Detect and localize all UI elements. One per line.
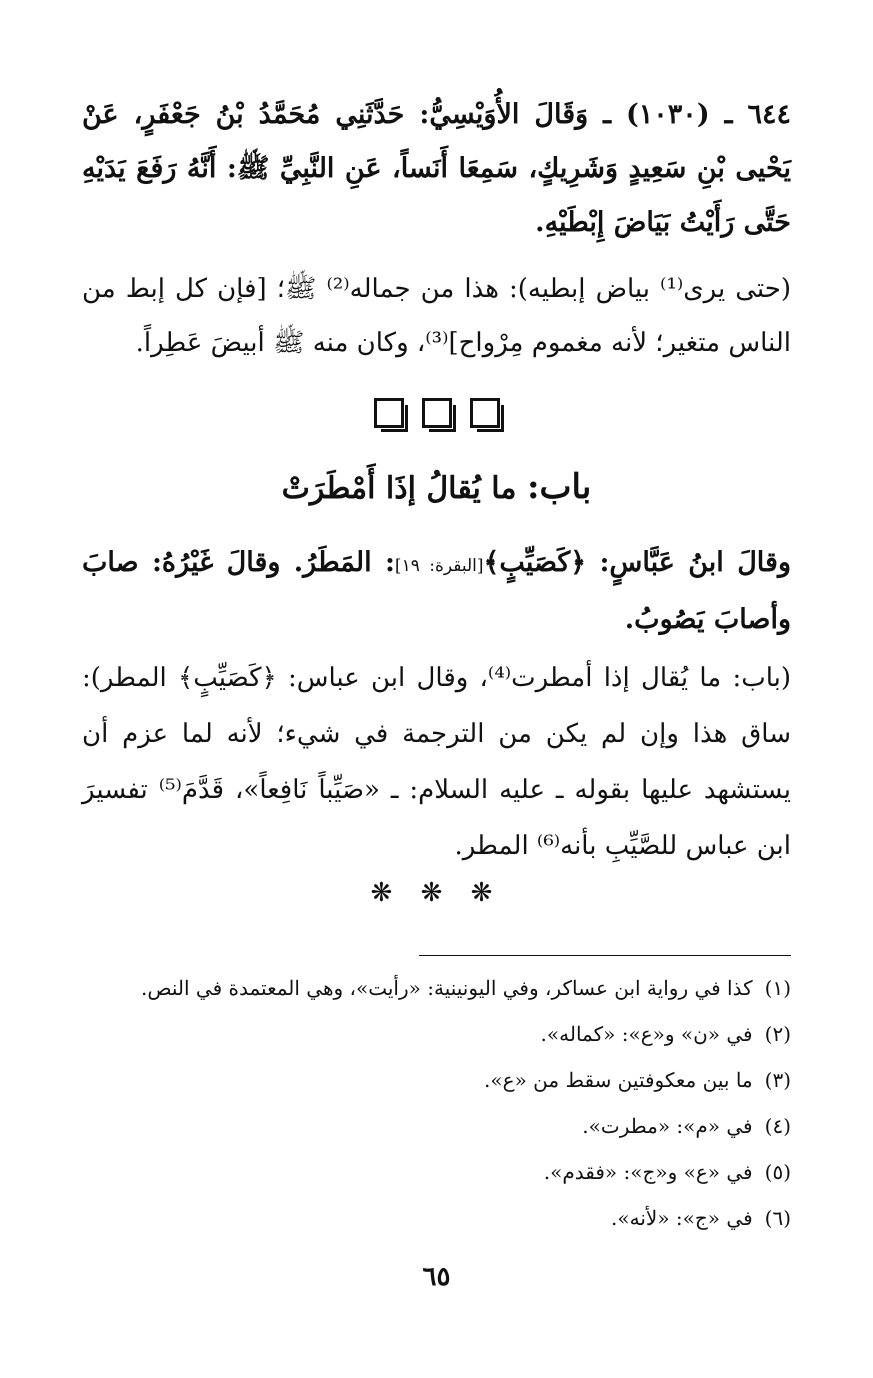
separator-box-icon — [374, 398, 404, 428]
footnote-text: في «ج»: «لأنه». — [611, 1206, 753, 1230]
footnote-item — [82, 1195, 791, 1241]
ibn-abbas-part-1: وقالَ ابنُ عَبَّاسٍ: ﴿كَصَيِّبٍ﴾ — [483, 547, 791, 578]
footnote-text: في «ن» و«ع»: «كماله». — [540, 1022, 753, 1046]
footnote-number: (٦) — [764, 1206, 791, 1230]
ibn-abbas-part-2: : المَطَرُ. وقالَ غَيْرُهُ: صابَ وأصابَ يَصُوبُ. — [82, 547, 791, 635]
section-separator — [0, 398, 873, 428]
separator-box-icon — [470, 398, 500, 428]
footnote-item — [82, 1103, 791, 1149]
footnote-number: (٣) — [764, 1068, 791, 1092]
footnotes-list — [82, 965, 791, 1241]
separator-box-icon — [422, 398, 452, 428]
footnote-item — [82, 1149, 791, 1195]
ibn-abbas-paragraph — [82, 536, 791, 647]
asterism-separator: ❋ ❋ ❋ — [370, 878, 503, 908]
footnote-rule — [419, 955, 791, 956]
commentary-paragraph-1: (حتى يرى⁽¹⁾ بياض إبطيه): هذا من جماله⁽²⁾ ﷺ؛ [فإن كل إبط من الناس متغير؛ لأنه مغموم مِرْواح]⁽³⁾، وكان منه ﷺ أبيضَ عَطِراً. — [82, 274, 791, 358]
commentary-paragraph-2: (باب: ما يُقال إذا أمطرت⁽⁴⁾، وقال ابن عباس: ﴿كَصَيِّبٍ﴾ المطر): ساق هذا وإن لم يكن من الترجمة في شيء؛ لأنه لما عزم أن يستشهد عليها بقوله ـ عليه السلام: ـ «صَيِّباً نَافِعاً»، قَدَّمَ⁽⁵⁾ تفسيرَ ابن عباس للصَّيِّبِ بأنه⁽⁶⁾ المطر. — [82, 663, 792, 861]
hadith-text: ٦٤٤ ـ (١٠٣٠) ـ وَقَالَ الأُوَيْسِيُّ: حَدَّثَنِي مُحَمَّدُ بْنُ جَعْفَرٍ، عَنْ يَحْيى بْنِ سَعِيدٍ وَشَرِيكٍ، سَمِعَا أَنَساً، عَنِ النَّبِيِّ ﷺ: أَنَّهُ رَفَعَ يَدَيْهِ حَتَّى رَأَيْتُ بَيَاضَ إِبْطَيْهِ. — [82, 99, 791, 238]
footnote-item — [82, 1057, 791, 1103]
chapter-label: باب: — [526, 467, 592, 507]
chapter-title: ما يُقالُ إذَا أَمْطَرَتْ — [281, 471, 517, 506]
chapter-heading — [0, 462, 873, 514]
footnote-text: في «م»: «مطرت». — [582, 1114, 753, 1138]
quran-reference: [البقرة: ١٩] — [394, 556, 484, 576]
page-number: ٦٥ — [422, 1262, 451, 1292]
footnote-item — [82, 1011, 791, 1057]
footnote-text: كذا في رواية ابن عساكر، وفي اليونينية: «رأيت»، وهي المعتمدة في النص. — [141, 976, 753, 1000]
footnote-text: ما بين معكوفتين سقط من «ع». — [484, 1068, 753, 1092]
footnote-number: (١) — [764, 976, 791, 1000]
footnote-number: (٢) — [764, 1022, 791, 1046]
footnote-number: (٤) — [764, 1114, 791, 1138]
footnote-item — [82, 965, 791, 1011]
footnote-text: في «ع» و«ج»: «فقدم». — [543, 1160, 753, 1184]
footnote-number: (٥) — [764, 1160, 791, 1184]
